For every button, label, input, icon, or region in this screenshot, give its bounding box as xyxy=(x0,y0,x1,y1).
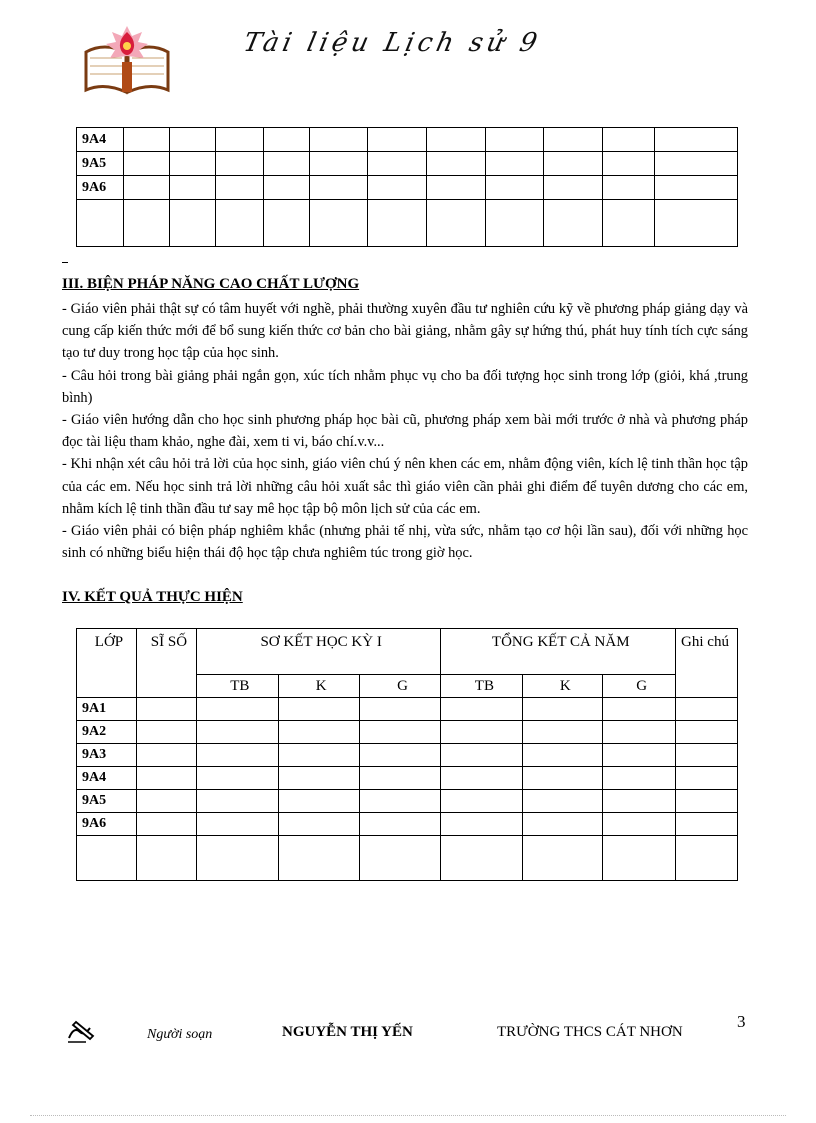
table-row xyxy=(77,128,738,152)
logo-book-flame-icon xyxy=(82,22,172,98)
table-row xyxy=(77,836,738,881)
author-label: Người soạn xyxy=(147,1027,213,1042)
paragraph: - Giáo viên hướng dẫn cho học sinh phương pháp học bài cũ, phương pháp xem bài mới trước ở nhà và phương pháp đọc tài liệu tham khảo, nghe đài, xem ti vi, báo chí.v.v... xyxy=(62,412,748,451)
page-number: 3 xyxy=(737,1012,746,1031)
author-name: NGUYỄN THỊ YẾN xyxy=(282,1024,413,1040)
table-row xyxy=(77,698,738,721)
sub-header: K xyxy=(523,675,603,698)
col-header-so-ket: SƠ KẾT HỌC KỲ I xyxy=(196,629,441,675)
separator-dash xyxy=(62,262,68,263)
school-name: TRƯỜNG THCS CÁT NHƠN xyxy=(497,1024,683,1040)
table-row xyxy=(77,744,738,767)
col-header-siso: SĨ SỐ xyxy=(136,629,196,698)
class-cell: 9A4 xyxy=(77,767,137,790)
table-row xyxy=(77,813,738,836)
bottom-divider xyxy=(30,1115,786,1116)
paragraph: - Giáo viên phải có biện pháp nghiêm khắc (nhưng phải tế nhị, vừa sức, nhằm tạo cơ hội lần sau), đối với những học sinh có những biểu hiện thái độ học tập chưa nghiêm túc trong giờ học. xyxy=(62,523,748,562)
table-row xyxy=(77,176,738,200)
paragraph: - Câu hỏi trong bài giảng phải ngắn gọn, xúc tích nhằm phục vụ cho ba đối tượng học sinh trong lớp (giỏi, khá ,trung bình) xyxy=(62,367,748,406)
sub-header: TB xyxy=(196,675,278,698)
class-cell: 9A5 xyxy=(77,152,124,176)
class-cell: 9A6 xyxy=(77,813,137,836)
class-cell: 9A6 xyxy=(77,176,124,200)
table-row xyxy=(77,721,738,744)
sub-header: TB xyxy=(441,675,523,698)
pen-writing-icon xyxy=(66,1018,96,1044)
section-heading: IV. KẾT QUẢ THỰC HIỆN xyxy=(62,589,243,605)
section-heading: III. BIỆN PHÁP NĂNG CAO CHẤT LƯỢNG xyxy=(62,276,360,292)
class-cell: 9A5 xyxy=(77,790,137,813)
continued-table xyxy=(76,127,738,247)
class-cell: 9A4 xyxy=(77,128,124,152)
results-table xyxy=(76,628,738,881)
sub-header: K xyxy=(278,675,359,698)
section-body xyxy=(62,298,748,564)
table-row xyxy=(77,790,738,813)
col-header-lop: LỚP xyxy=(77,629,137,698)
header-script-title: Tài liệu Lịch sử 9 xyxy=(240,28,544,58)
table-row xyxy=(77,152,738,176)
sub-header: G xyxy=(603,675,676,698)
paragraph: - Giáo viên phải thật sự có tâm huyết với nghề, phải thường xuyên đầu tư nghiên cứu kỹ về phương pháp giảng dạy và cung cấp kiến thức mới để bổ sung kiến thức cơ bản cho bài giảng, nhằm gây sự hứng thú, phát huy tính tích cực sáng tạo tư duy trong học tập của học sinh. xyxy=(62,301,748,362)
class-cell: 9A3 xyxy=(77,744,137,767)
table-row xyxy=(77,767,738,790)
table-header-row xyxy=(77,629,738,675)
paragraph: - Khi nhận xét câu hỏi trả lời của học sinh, giáo viên chú ý nên khen các em, nhằm động viên, kích lệ tinh thần học tập của các em. Nếu học sinh trả lời những câu hỏi xuất sắc thì giáo viên cần phải ghi điểm để tuyên dương cho các em, nhằm kích lệ tinh thần đầu tư say mê học tập bộ môn lịch sử của các em. xyxy=(62,456,748,517)
class-cell: 9A1 xyxy=(77,698,137,721)
class-cell xyxy=(77,836,137,881)
table-row xyxy=(77,200,738,247)
class-cell: 9A2 xyxy=(77,721,137,744)
class-cell xyxy=(77,200,124,247)
col-header-ghi-chu: Ghi chú xyxy=(676,629,738,698)
col-header-tong-ket: TỔNG KẾT CẢ NĂM xyxy=(441,629,676,675)
sub-header: G xyxy=(359,675,441,698)
